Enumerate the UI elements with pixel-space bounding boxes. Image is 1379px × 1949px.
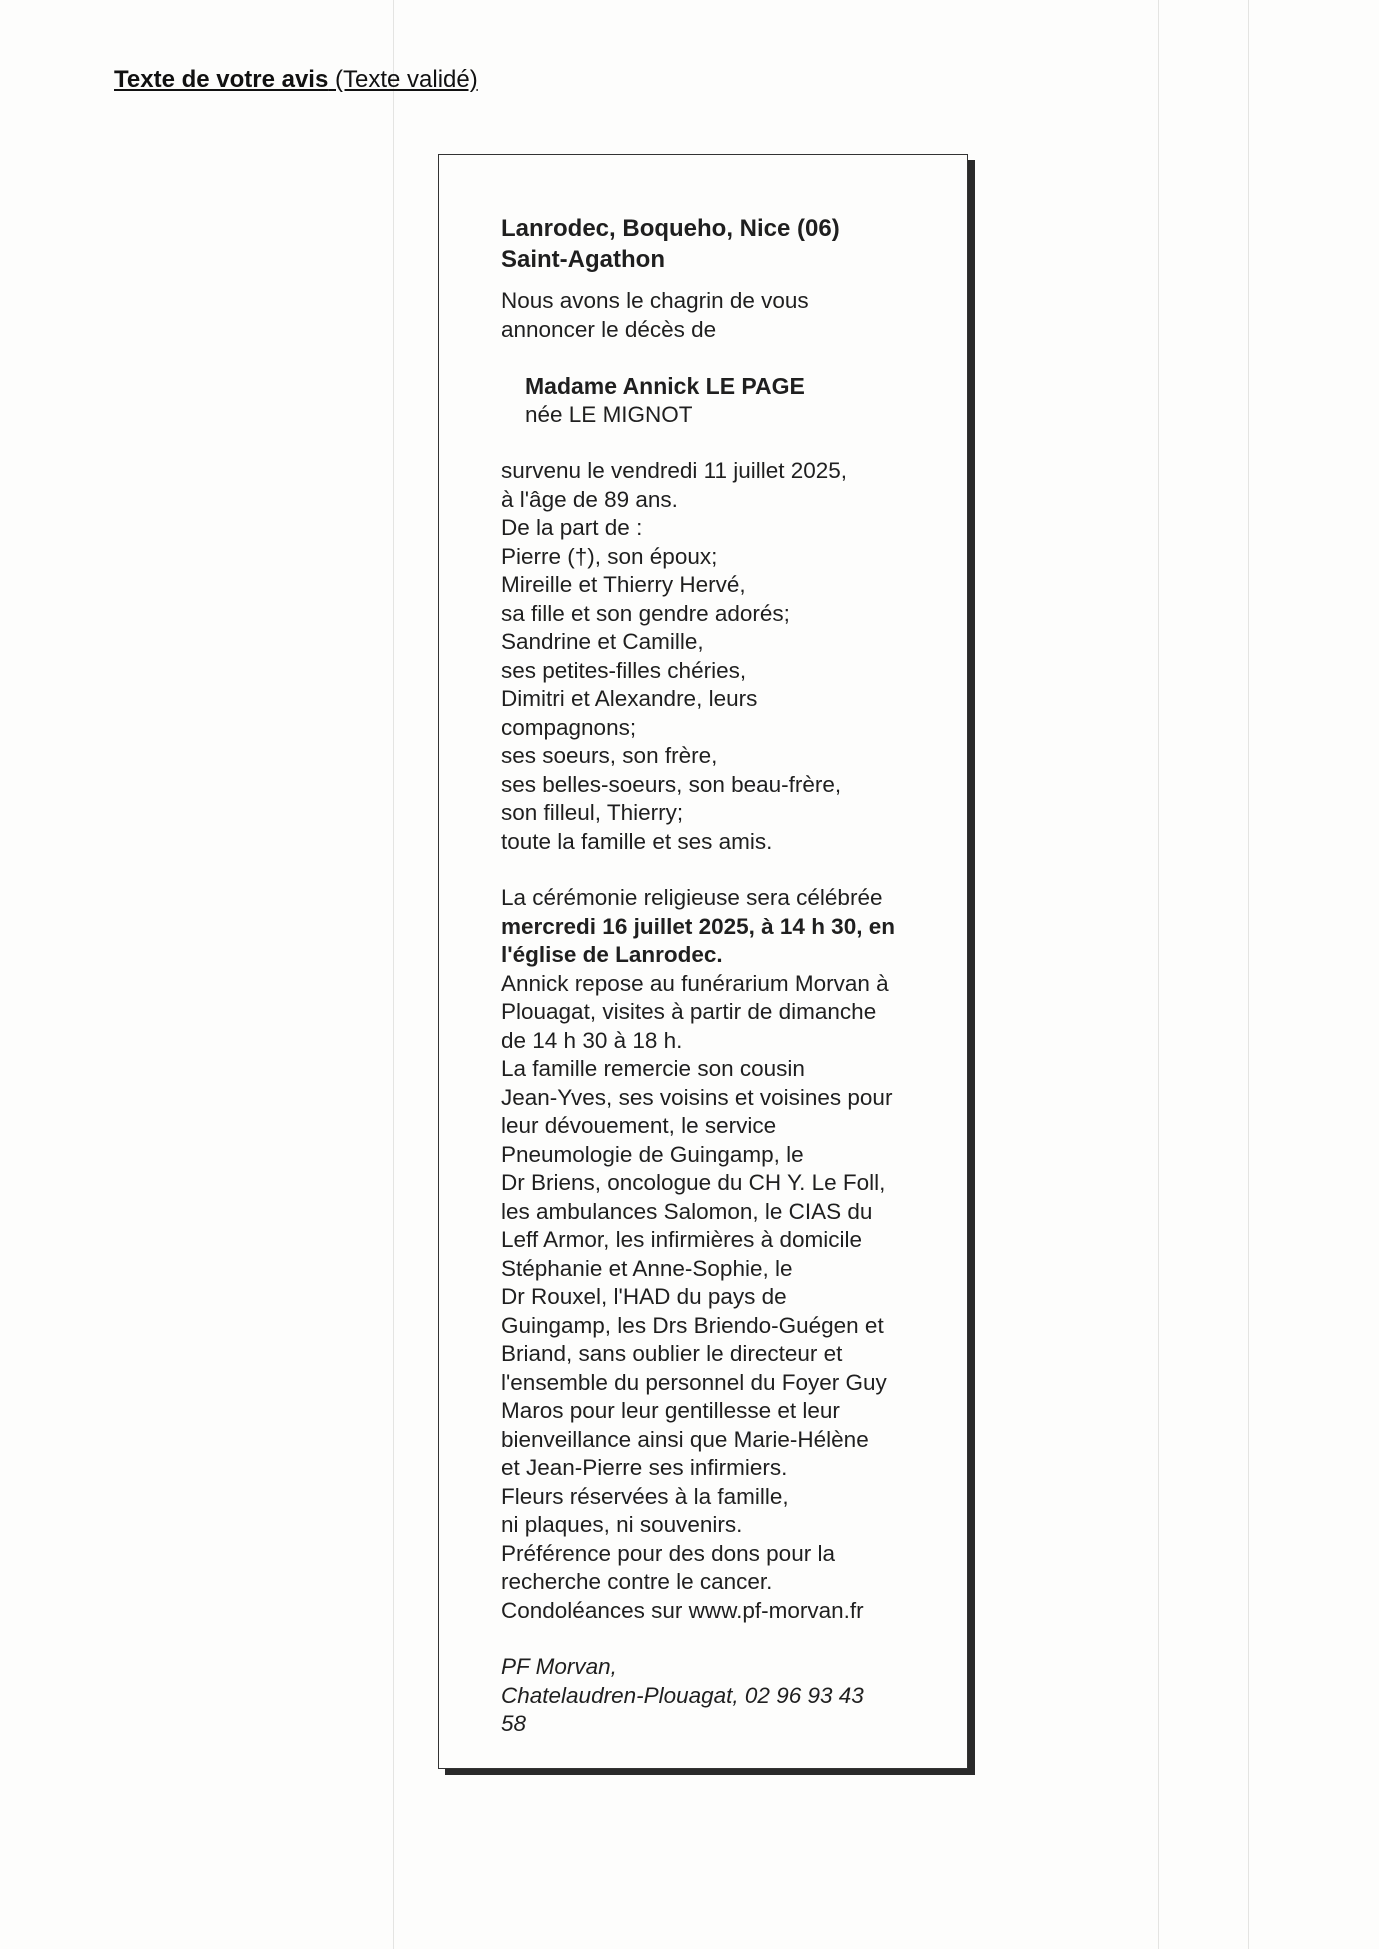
intro-line: Nous avons le chagrin de vous [501,288,809,313]
deceased-block [501,372,951,429]
details-line: Condoléances sur www.pf-morvan.fr [501,1597,864,1623]
family-line: à l'âge de 89 ans. [501,486,678,512]
notice-content [501,213,951,1739]
family-line: survenu le vendredi 11 juillet 2025, [501,458,848,483]
family-line: Pierre (†), son époux; [501,543,718,569]
signature-line: Chatelaudren-Plouagat, 02 96 93 43 [501,1682,864,1708]
details-line: Plouagat, visites à partir de dimanche [501,999,877,1024]
family-line: Mireille et Thierry Hervé, [501,572,746,597]
ceremony-date-line: mercredi 16 juillet 2025, à 14 h 30, en [501,913,895,939]
family-line: ses petites-filles chéries, [501,657,747,683]
ceremony-intro: La cérémonie religieuse sera célébrée [501,885,883,910]
family-line: son filleul, Thierry; [501,800,684,825]
details-line: leur dévouement, le service [501,1113,777,1138]
family-line: ses belles-soeurs, son beau-frère, [501,771,842,797]
scan-line [393,0,394,1949]
details-line: Maros pour leur gentillesse et leur [501,1398,840,1423]
spacer [501,856,951,884]
family-line: ses soeurs, son frère, [501,743,718,768]
location-line: Saint-Agathon [501,246,665,273]
details-line: recherche contre le cancer. [501,1569,773,1594]
spacer [501,344,951,372]
details-line: Pneumologie de Guingamp, le [501,1141,804,1167]
location-line: Lanrodec, Boqueho, Nice (06) [501,215,840,242]
family-line: Sandrine et Camille, [501,629,704,654]
details-line: Briand, sans oublier le directeur et [501,1341,843,1366]
signature-line: PF Morvan, [501,1654,617,1679]
details-line: Jean-Yves, ses voisins et voisines pour [501,1084,893,1110]
family-line: compagnons; [501,714,637,740]
obituary-notice [438,154,968,1769]
details-line: l'ensemble du personnel du Foyer Guy [501,1369,887,1395]
deceased-name: Madame Annick LE PAGE [525,373,805,399]
spacer [501,429,951,457]
family-line: toute la famille et ses amis. [501,828,773,854]
ceremony-date-line: l'église de Lanrodec. [501,942,723,967]
scan-line [1248,0,1249,1949]
signature-line: 58 [501,1711,527,1736]
family-line: Dimitri et Alexandre, leurs [501,686,758,711]
family-line: De la part de : [501,515,643,540]
header-title-bold: Texte de votre avis [114,66,329,93]
details-line: Annick repose au funérarium Morvan à [501,970,889,996]
details-line: Dr Briens, oncologue du CH Y. Le Foll, [501,1170,886,1195]
details-line: Dr Rouxel, l'HAD du pays de [501,1284,787,1309]
details-line: bienveillance ainsi que Marie-Hélène [501,1426,869,1452]
family-line: sa fille et son gendre adorés; [501,600,790,626]
details-line: La famille remercie son cousin [501,1056,805,1081]
details-line: et Jean-Pierre ses infirmiers. [501,1455,788,1480]
details-line: Guingamp, les Drs Briendo-Guégen et [501,1312,884,1338]
header-title-rest: (Texte validé) [335,66,478,93]
scan-line [1158,0,1159,1949]
details-line: Préférence pour des dons pour la [501,1540,835,1566]
spacer [501,275,951,287]
details-line: Leff Armor, les infirmières à domicile [501,1227,862,1252]
intro-line: annoncer le décès de [501,316,717,342]
details-line: Fleurs réservées à la famille, [501,1483,789,1509]
spacer [501,1625,951,1653]
details-line: ni plaques, ni souvenirs. [501,1512,743,1537]
details-line: les ambulances Salomon, le CIAS du [501,1198,873,1224]
page-header [114,66,478,94]
details-line: de 14 h 30 à 18 h. [501,1027,683,1053]
maiden-name: née LE MIGNOT [525,401,693,427]
details-line: Stéphanie et Anne-Sophie, le [501,1255,793,1281]
